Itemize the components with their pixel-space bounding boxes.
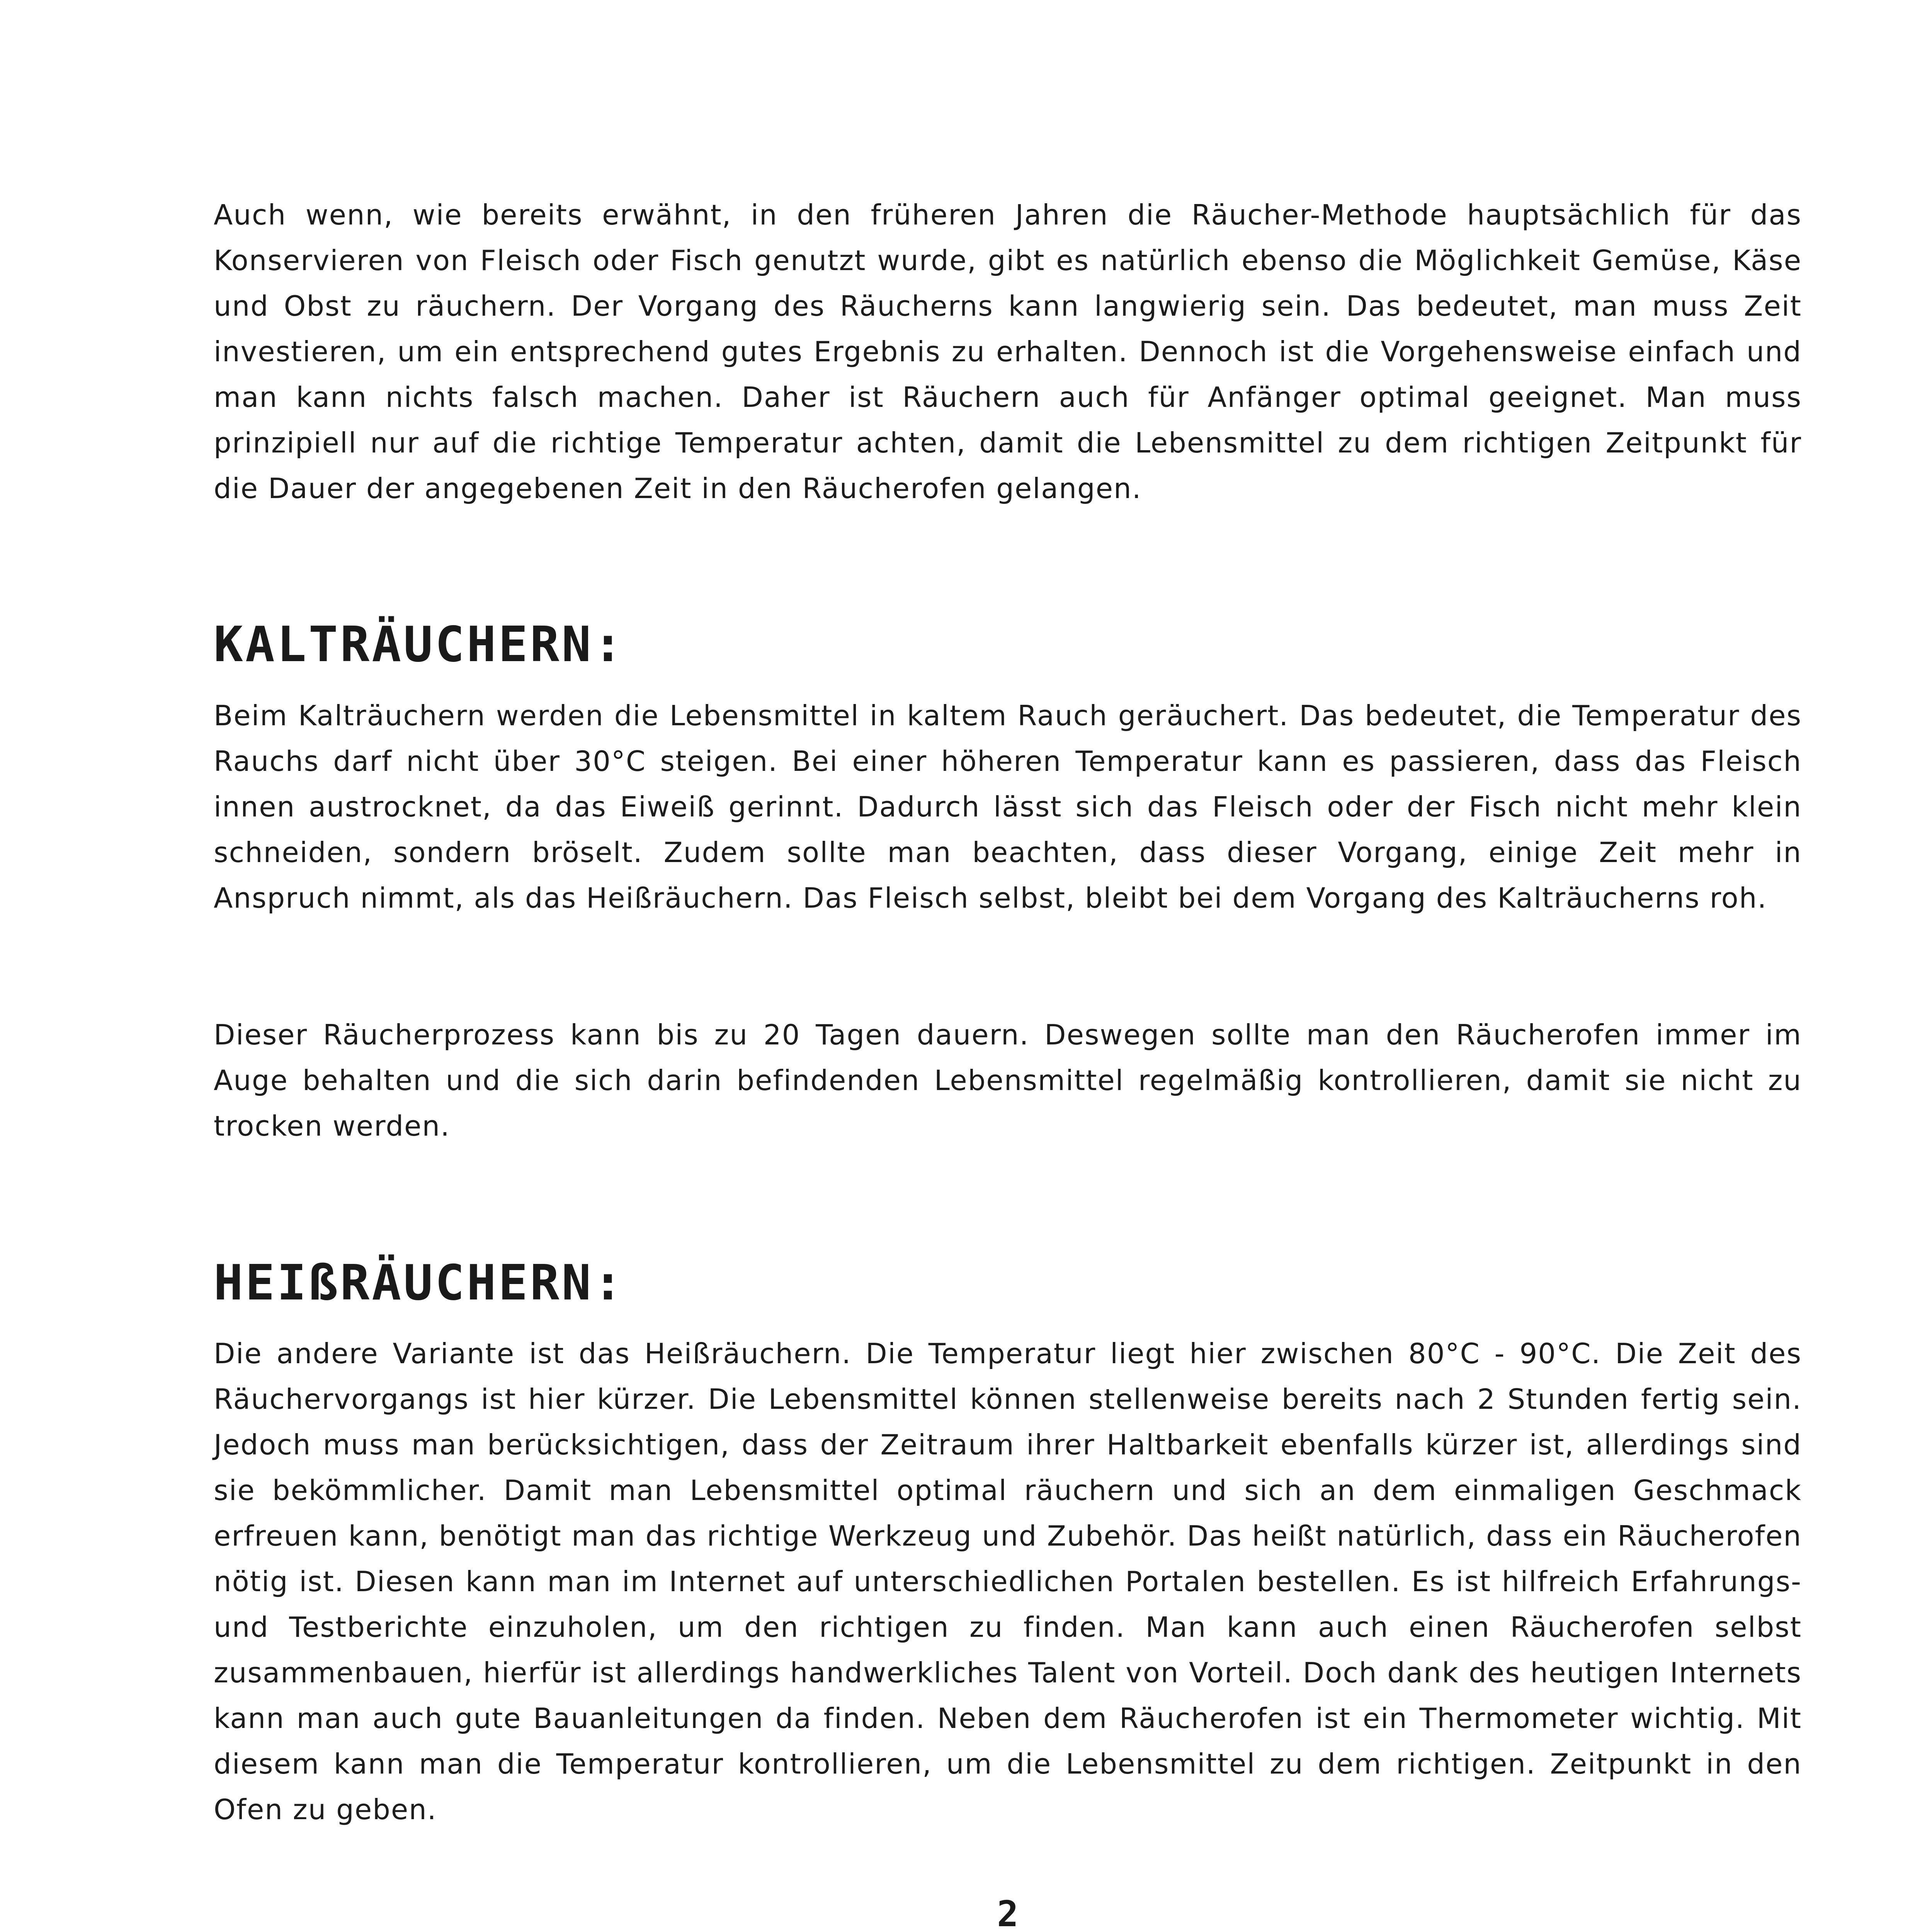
document-page (214, 0, 1802, 1932)
hot-paragraph-1: Die andere Variante ist das Heißräuchern. Die Temperatur liegt hier zwischen 80°C - 90°C. Die Zeit des Räuchervorgangs ist hier kürzer. Die Lebensmittel können stellenweise bereits nach 2 Stunden fertig sein. Jedoch muss man berücksichtigen, dass der Zeitraum ihrer Haltbarkeit ebenfalls kürzer ist, allerdings sind sie bekömmlicher. Damit man Lebensmittel optimal räuchern und sich an dem einmaligen Geschmack erfreuen kann, benötigt man das richtige Werkzeug und Zubehör. Das heißt natürlich, dass ein Räucherofen nötig ist. Diesen kann man im Internet auf unterschiedlichen Portalen bestellen. Es ist hilfreich Erfahrungs- und Testberichte einzuholen, um den richtigen zu finden. Man kann auch einen Räucherofen selbst zusammenbauen, hierfür ist allerdings handwerkliches Talent von Vorteil. Doch dank des heutigen Internets kann man auch gute Bauanleitungen da finden. Neben dem Räucherofen ist ein Thermometer wichtig. Mit diesem kann man die Temperatur kontrollieren, um die Lebensmittel zu dem richtigen. Zeitpunkt in den Ofen zu geben. (214, 1337, 1802, 1826)
page-number: 2 (997, 1893, 1019, 1932)
heading-kaltraeuchern: KALTRÄUCHERN: (214, 616, 625, 673)
cold-paragraph-1: Beim Kalträuchern werden die Lebensmittel in kaltem Rauch geräuchert. Das bedeutet, die Temperatur des Rauchs darf nicht über 30°C steigen. Bei einer höheren Temperatur kann es passieren, dass das Fleisch innen austrocknet, da das Eiweiß gerinnt. Dadurch lässt sich das Fleisch oder der Fisch nicht mehr klein schneiden, sondern bröselt. Zudem sollte man beachten, dass dieser Vorgang, einige Zeit mehr in Anspruch nimmt, als das Heißräuchern. Das Fleisch selbst, bleibt bei dem Vorgang des Kalträucherns roh. (214, 699, 1802, 914)
cold-paragraph-2: Dieser Räucherprozess kann bis zu 20 Tagen dauern. Deswegen sollte man den Räucherofen immer im Auge behalten und die sich darin befindenden Lebensmittel regelmäßig kontrollieren, damit sie nicht zu trocken werden. (214, 1019, 1802, 1142)
intro-paragraph: Auch wenn, wie bereits erwähnt, in den früheren Jahren die Räucher-Methode hauptsächlich für das Konservieren von Fleisch oder Fisch genutzt wurde, gibt es natürlich ebenso die Möglichkeit Gemüse, Käse und Obst zu räuchern. Der Vorgang des Räucherns kann langwierig sein. Das bedeutet, man muss Zeit investieren, um ein entsprechend gutes Ergebnis zu erhalten. Dennoch ist die Vorgehensweise einfach und man kann nichts falsch machen. Daher ist Räuchern auch für Anfänger optimal geeignet. Man muss prinzipiell nur auf die richtige Temperatur achten, damit die Lebensmittel zu dem richtigen Zeitpunkt für die Dauer der angegebenen Zeit in den Räucherofen gelangen. (214, 199, 1802, 505)
heading-heissraeuchern: HEIßRÄUCHERN: (214, 1254, 625, 1311)
